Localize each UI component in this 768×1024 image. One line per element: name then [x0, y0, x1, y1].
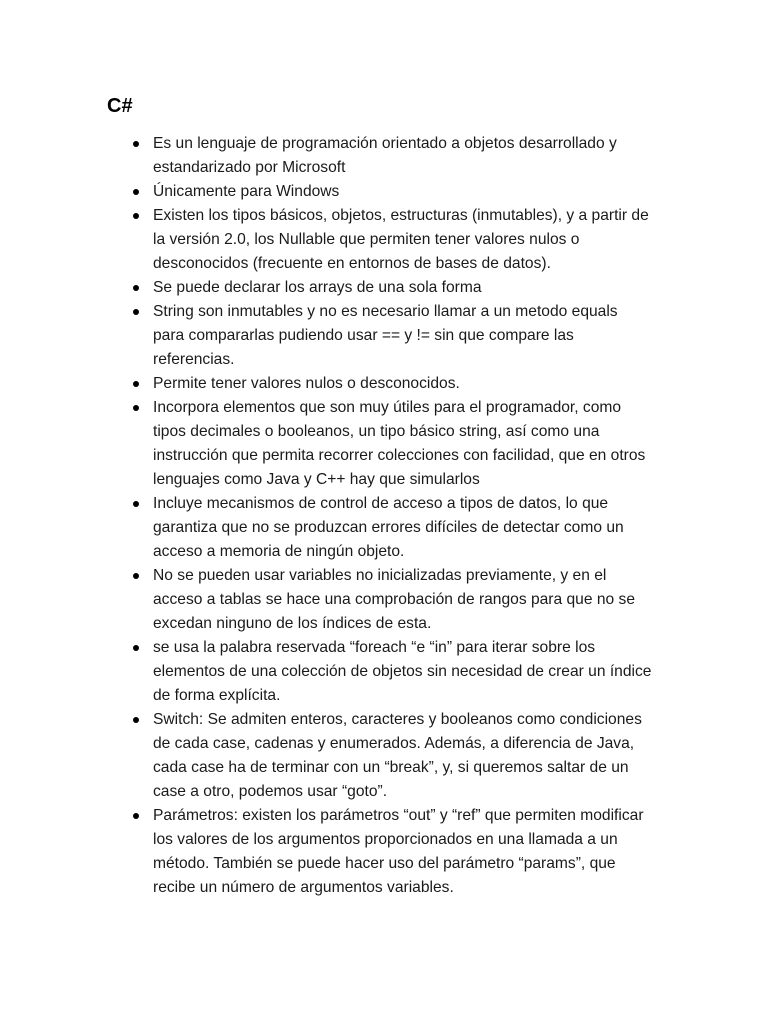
- list-item: [153, 492, 653, 564]
- bullet-icon: [133, 813, 139, 819]
- bullet-icon: [133, 189, 139, 195]
- list-item: [153, 372, 653, 396]
- bullet-icon: [133, 573, 139, 579]
- list-item: [153, 636, 653, 708]
- list-item-text: Existen los tipos básicos, objetos, estructuras (inmutables), y a partir de la versión 2.0, los Nullable que permiten tener valores nulos o desconocidos (frecuente en entornos de bases de datos).: [153, 207, 649, 272]
- bullet-icon: [133, 501, 139, 507]
- list-item-text: Parámetros: existen los parámetros “out” y “ref” que permiten modificar los valores de los argumentos proporcionados en una llamada a un método. También se puede hacer uso del parámetro “params”, que recibe un número de argumentos variables.: [153, 807, 644, 896]
- bullet-icon: [133, 285, 139, 291]
- list-item: [153, 132, 653, 180]
- bullet-icon: [133, 717, 139, 723]
- list-item-text: Incluye mecanismos de control de acceso a tipos de datos, lo que garantiza que no se produzcan errores difíciles de detectar como un acceso a memoria de ningún objeto.: [153, 495, 624, 560]
- bullet-icon: [133, 381, 139, 387]
- list-item: [153, 180, 653, 204]
- list-item: [153, 564, 653, 636]
- list-item: [153, 708, 653, 804]
- list-item: [153, 300, 653, 372]
- list-item-text: Incorpora elementos que son muy útiles para el programador, como tipos decimales o booleanos, un tipo básico string, así como una instrucción que permita recorrer colecciones con facilidad, que en otros lenguajes como Java y C++ hay que simularlos: [153, 399, 646, 488]
- bullet-icon: [133, 405, 139, 411]
- list-item-text: String son inmutables y no es necesario llamar a un metodo equals para compararlas pudiendo usar == y != sin que compare las referencias.: [153, 303, 618, 368]
- bullet-list: [153, 132, 653, 900]
- list-item: [153, 276, 653, 300]
- list-item: [153, 804, 653, 900]
- list-item-text: Es un lenguaje de programación orientado a objetos desarrollado y estandarizado por Microsoft: [153, 135, 617, 176]
- list-item-text: Únicamente para Windows: [153, 183, 340, 200]
- list-item: [153, 204, 653, 276]
- list-item: [153, 396, 653, 492]
- list-item-text: Permite tener valores nulos o desconocidos.: [153, 375, 460, 392]
- bullet-icon: [133, 213, 139, 219]
- list-item-text: se usa la palabra reservada “foreach “e “in” para iterar sobre los elementos de una colección de objetos sin necesidad de crear un índice de forma explícita.: [153, 639, 652, 704]
- list-item-text: Se puede declarar los arrays de una sola forma: [153, 279, 482, 296]
- list-item-text: Switch: Se admiten enteros, caracteres y booleanos como condiciones de cada case, cadenas y enumerados. Además, a diferencia de Java, cada case ha de terminar con un “break”, y, si queremos saltar de un case a otro, podemos usar “goto”.: [153, 711, 642, 800]
- bullet-icon: [133, 141, 139, 147]
- list-item-text: No se pueden usar variables no inicializadas previamente, y en el acceso a tablas se hace una comprobación de rangos para que no se excedan ninguno de los índices de esta.: [153, 567, 635, 632]
- page-title: C#: [107, 95, 133, 117]
- bullet-icon: [133, 309, 139, 315]
- bullet-icon: [133, 645, 139, 651]
